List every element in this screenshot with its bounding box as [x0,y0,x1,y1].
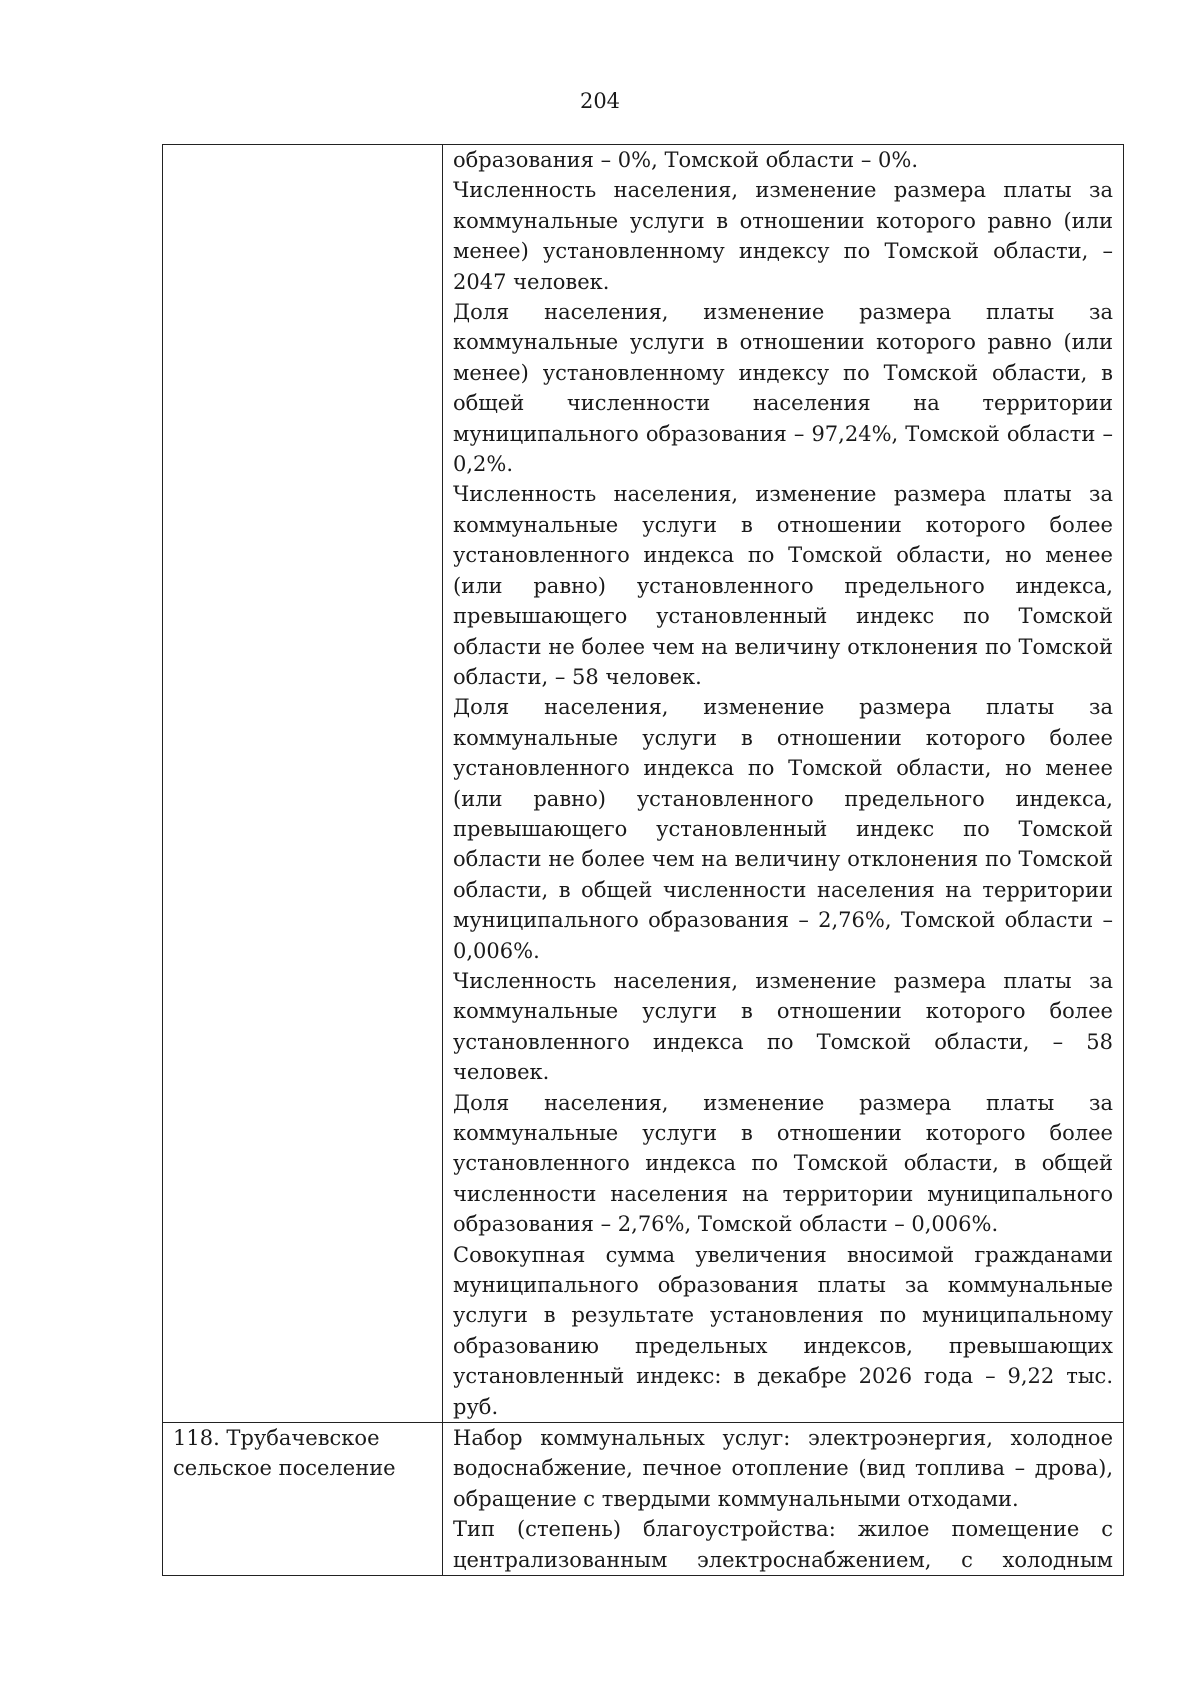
municipality-name: 118. Трубачевское сельское поселение [173,1426,396,1481]
municipality-cell [163,1423,443,1576]
paragraph: Доля населения, изменение размера платы за коммунальные услуги в отношении которого более установленного индекса по Томской области, но менее (или равно) установленного предельного индекса, превышающего установленный индекс по Томской области не более чем на величину отклонения по Томской области, в общей численности населения на территории муниципального образования – 2,76%, Томской области – 0,006%. [453,695,1113,963]
paragraph: Совокупная сумма увеличения вносимой гражданами муниципального образования платы за коммунальные услуги в результате установления по муниципальному образованию предельных индексов, превышающих установленный индекс: в декабре 2026 года – 9,22 тыс. руб. [453,1242,1113,1419]
municipality-cell [163,145,443,1423]
paragraph: Численность населения, изменение размера платы за коммунальные услуги в отношении которого более установленного индекса по Томской области, но менее (или равно) установленного предельного индекса, превышающего установленный индекс по Томской области не более чем на величину отклонения по Томской области, – 58 человек. [453,482,1113,689]
paragraph: Доля населения, изменение размера платы за коммунальные услуги в отношении которого равно (или менее) установленному индексу по Томской области, в общей численности населения на территории муниципального образования – 97,24%, Томской области – 0,2%. [453,300,1113,477]
paragraph: Численность населения, изменение размера платы за коммунальные услуги в отношении которого равно (или менее) установленному индексу по Томской области, – 2047 человек. [453,178,1113,294]
table-row [163,1423,1124,1576]
paragraph: Доля населения, изменение размера платы за коммунальные услуги в отношении которого более установленного индекса по Томской области, в общей численности населения на территории муниципального образования – 2,76%, Томской области – 0,006%. [453,1090,1113,1237]
paragraph: Численность населения, изменение размера платы за коммунальные услуги в отношении которого более установленного индекса по Томской области, – 58 человек. [453,968,1113,1085]
description-cell [443,145,1124,1423]
paragraph: образования – 0%, Томской области – 0%. [453,148,918,172]
document-table [162,144,1124,1576]
paragraph: Набор коммунальных услуг: электроэнергия, холодное водоснабжение, печное отопление (вид топлива – дрова), обращение с твердыми коммунальными отходами. [453,1426,1113,1511]
description-cell [443,1423,1124,1576]
page-number: 204 [579,89,621,113]
paragraph: Тип (степень) благоустройства: жилое помещение с централизованным электроснабжением, с холодным [453,1517,1113,1572]
table-row [163,145,1124,1423]
